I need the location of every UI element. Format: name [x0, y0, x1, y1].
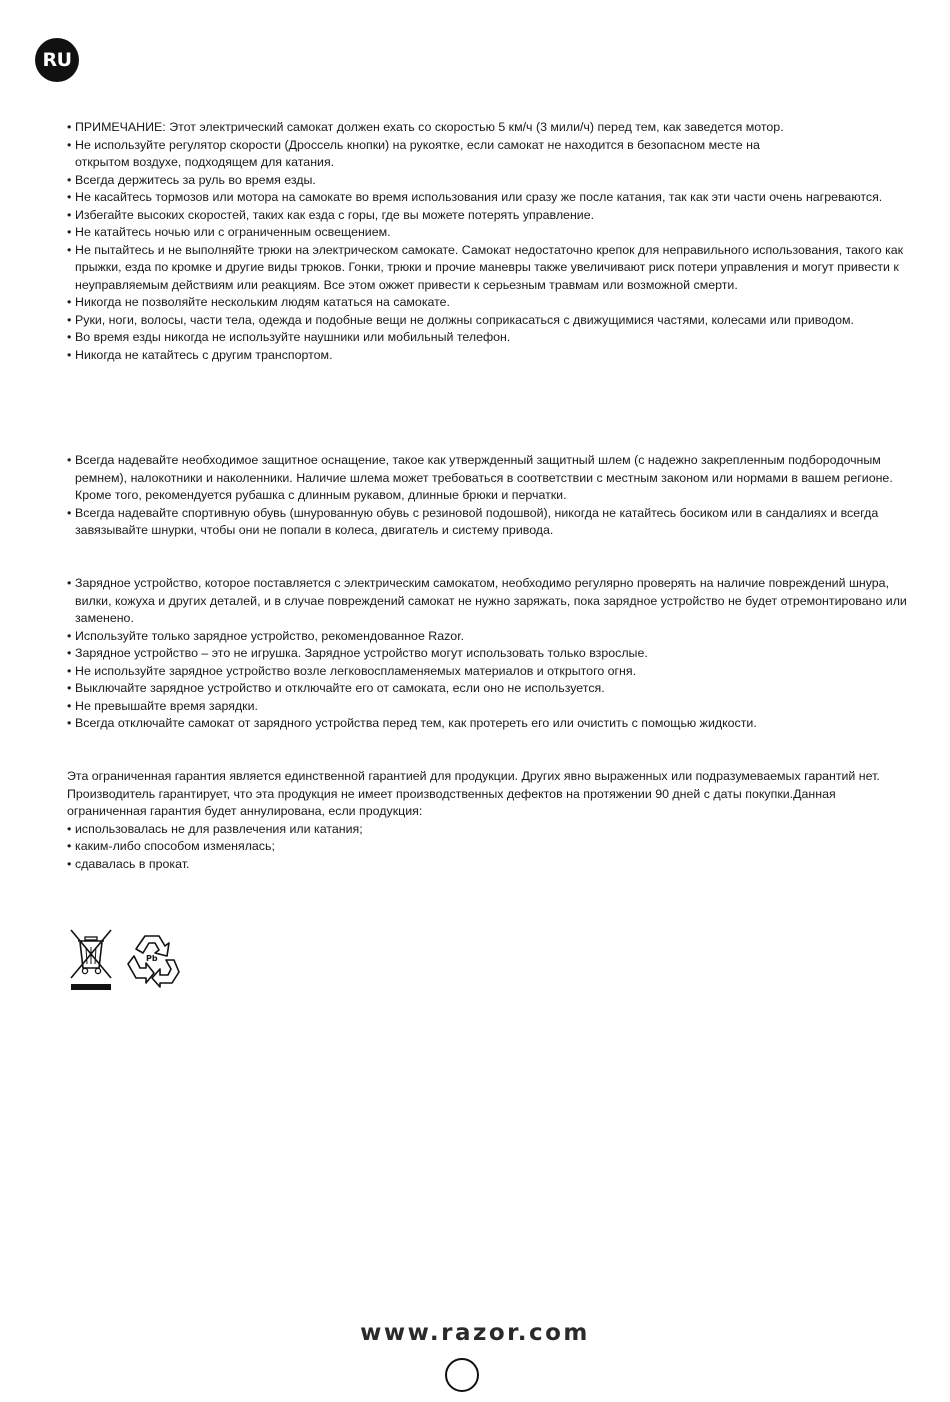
list-item: • Не касайтесь тормозов или мотора на самокате во время использования или сразу же после катания, так как эти части очень нагреваются.	[67, 189, 912, 207]
footer-url: www.razor.com	[360, 1320, 590, 1346]
language-badge: RU	[35, 38, 79, 82]
list-item: • Во время езды никогда не используйте наушники или мобильный телефон.	[67, 329, 912, 347]
list-item: • Никогда не катайтесь с другим транспортом.	[67, 347, 912, 365]
crossed-bin-icon	[67, 928, 115, 992]
list-item: • Никогда не позволяйте нескольким людям кататься на самокате.	[67, 294, 912, 312]
list-item: • Не пытайтесь и не выполняйте трюки на электрическом самокате. Самокат недостаточно крепок для неправильного использования, такого как прыжки, езда по кромке и другие виды трюков. Гонки, трюки и прочие маневры также увеличивают риск потери управления и могут привести к неуправляемым действиям или реакциям. Все этом ожжет привести к серьезным травмам или возможной смерти.	[67, 242, 912, 295]
list-item: • Всегда отключайте самокат от зарядного устройства перед тем, как протереть его или очистить с помощью жидкости.	[67, 715, 912, 733]
page-number-circle	[445, 1358, 479, 1392]
recycle-icon	[125, 928, 181, 988]
list-item: • Зарядное устройство – это не игрушка. Зарядное устройство могут использовать только взрослые.	[67, 645, 912, 663]
list-item: • использовалась не для развлечения или катания;	[67, 821, 912, 839]
list-item: • Всегда надевайте спортивную обувь (шнурованную обувь с резиновой подошвой), никогда не катайтесь босиком или в сандалиях и всегда завязывайте шнурки, чтобы они не попали в колеса, двигатель и систему привода.	[67, 505, 912, 540]
list-item: • Избегайте высоких скоростей, таких как езда с горы, где вы можете потерять управление.	[67, 207, 912, 225]
list-item: • Зарядное устройство, которое поставляется с электрическим самокатом, необходимо регулярно проверять на наличие повреждений шнура, вилки, кожуха и других деталей, и в случае повреждений самокат не нужно заряжать, пока зарядное устройство не будет отремонтировано или заменено.	[67, 575, 912, 628]
charger-section	[67, 575, 912, 733]
list-item: • сдавалась в прокат.	[67, 856, 912, 874]
warranty-conditions-list	[67, 821, 912, 874]
list-item: • каким-либо способом изменялась;	[67, 838, 912, 856]
list-item: • Не катайтесь ночью или с ограниченным освещением.	[67, 224, 912, 242]
protective-gear-section	[67, 452, 912, 540]
list-item: • Руки, ноги, волосы, части тела, одежда и подобные вещи не должны соприкасаться с движущимися частями, колесами или приводом.	[67, 312, 912, 330]
list-item: • Всегда надевайте необходимое защитное оснащение, такое как утвержденный защитный шлем (с надежно закрепленным подбородочным ремнем), налокотники и наколенники. Наличие шлема может требоваться в соответствии с местным законом или нормами в вашем регионе. Кроме того, рекомендуется рубашка с длинным рукавом, длинные брюки и перчатки.	[67, 452, 912, 505]
list-item: • Не превышайте время зарядки.	[67, 698, 912, 716]
list-item: • ПРИМЕЧАНИЕ: Этот электрический самокат должен ехать со скоростью 5 км/ч (3 мили/ч) перед тем, как заведется мотор.	[67, 119, 912, 137]
list-item: • Используйте только зарядное устройство, рекомендованное Razor.	[67, 628, 912, 646]
warranty-section	[67, 768, 912, 873]
riding-safety-list	[67, 119, 912, 364]
list-item: • Выключайте зарядное устройство и отключайте его от самоката, если оно не используется.	[67, 680, 912, 698]
disposal-symbols	[67, 928, 181, 992]
list-item: • Не используйте зарядное устройство возле легковоспламеняемых материалов и открытого огня.	[67, 663, 912, 681]
list-item: • Всегда держитесь за руль во время езды.	[67, 172, 912, 190]
protective-gear-list	[67, 452, 912, 540]
recycle-label: Pb	[146, 954, 158, 963]
list-item: • Не используйте регулятор скорости (Дроссель кнопки) на рукоятке, если самокат не находится в безопасном месте на открытом воздухе, подходящем для катания.	[67, 137, 912, 172]
warranty-paragraph: Эта ограниченная гарантия является единственной гарантией для продукции. Других явно выраженных или подразумеваемых гарантий нет. Производитель гарантирует, что эта продукция не имеет производственных дефектов на протяжении 90 дней с даты покупки.Данная ограниченная гарантия будет аннулирована, если продукция:	[67, 769, 880, 818]
riding-safety-section	[67, 119, 912, 364]
charger-list	[67, 575, 912, 733]
